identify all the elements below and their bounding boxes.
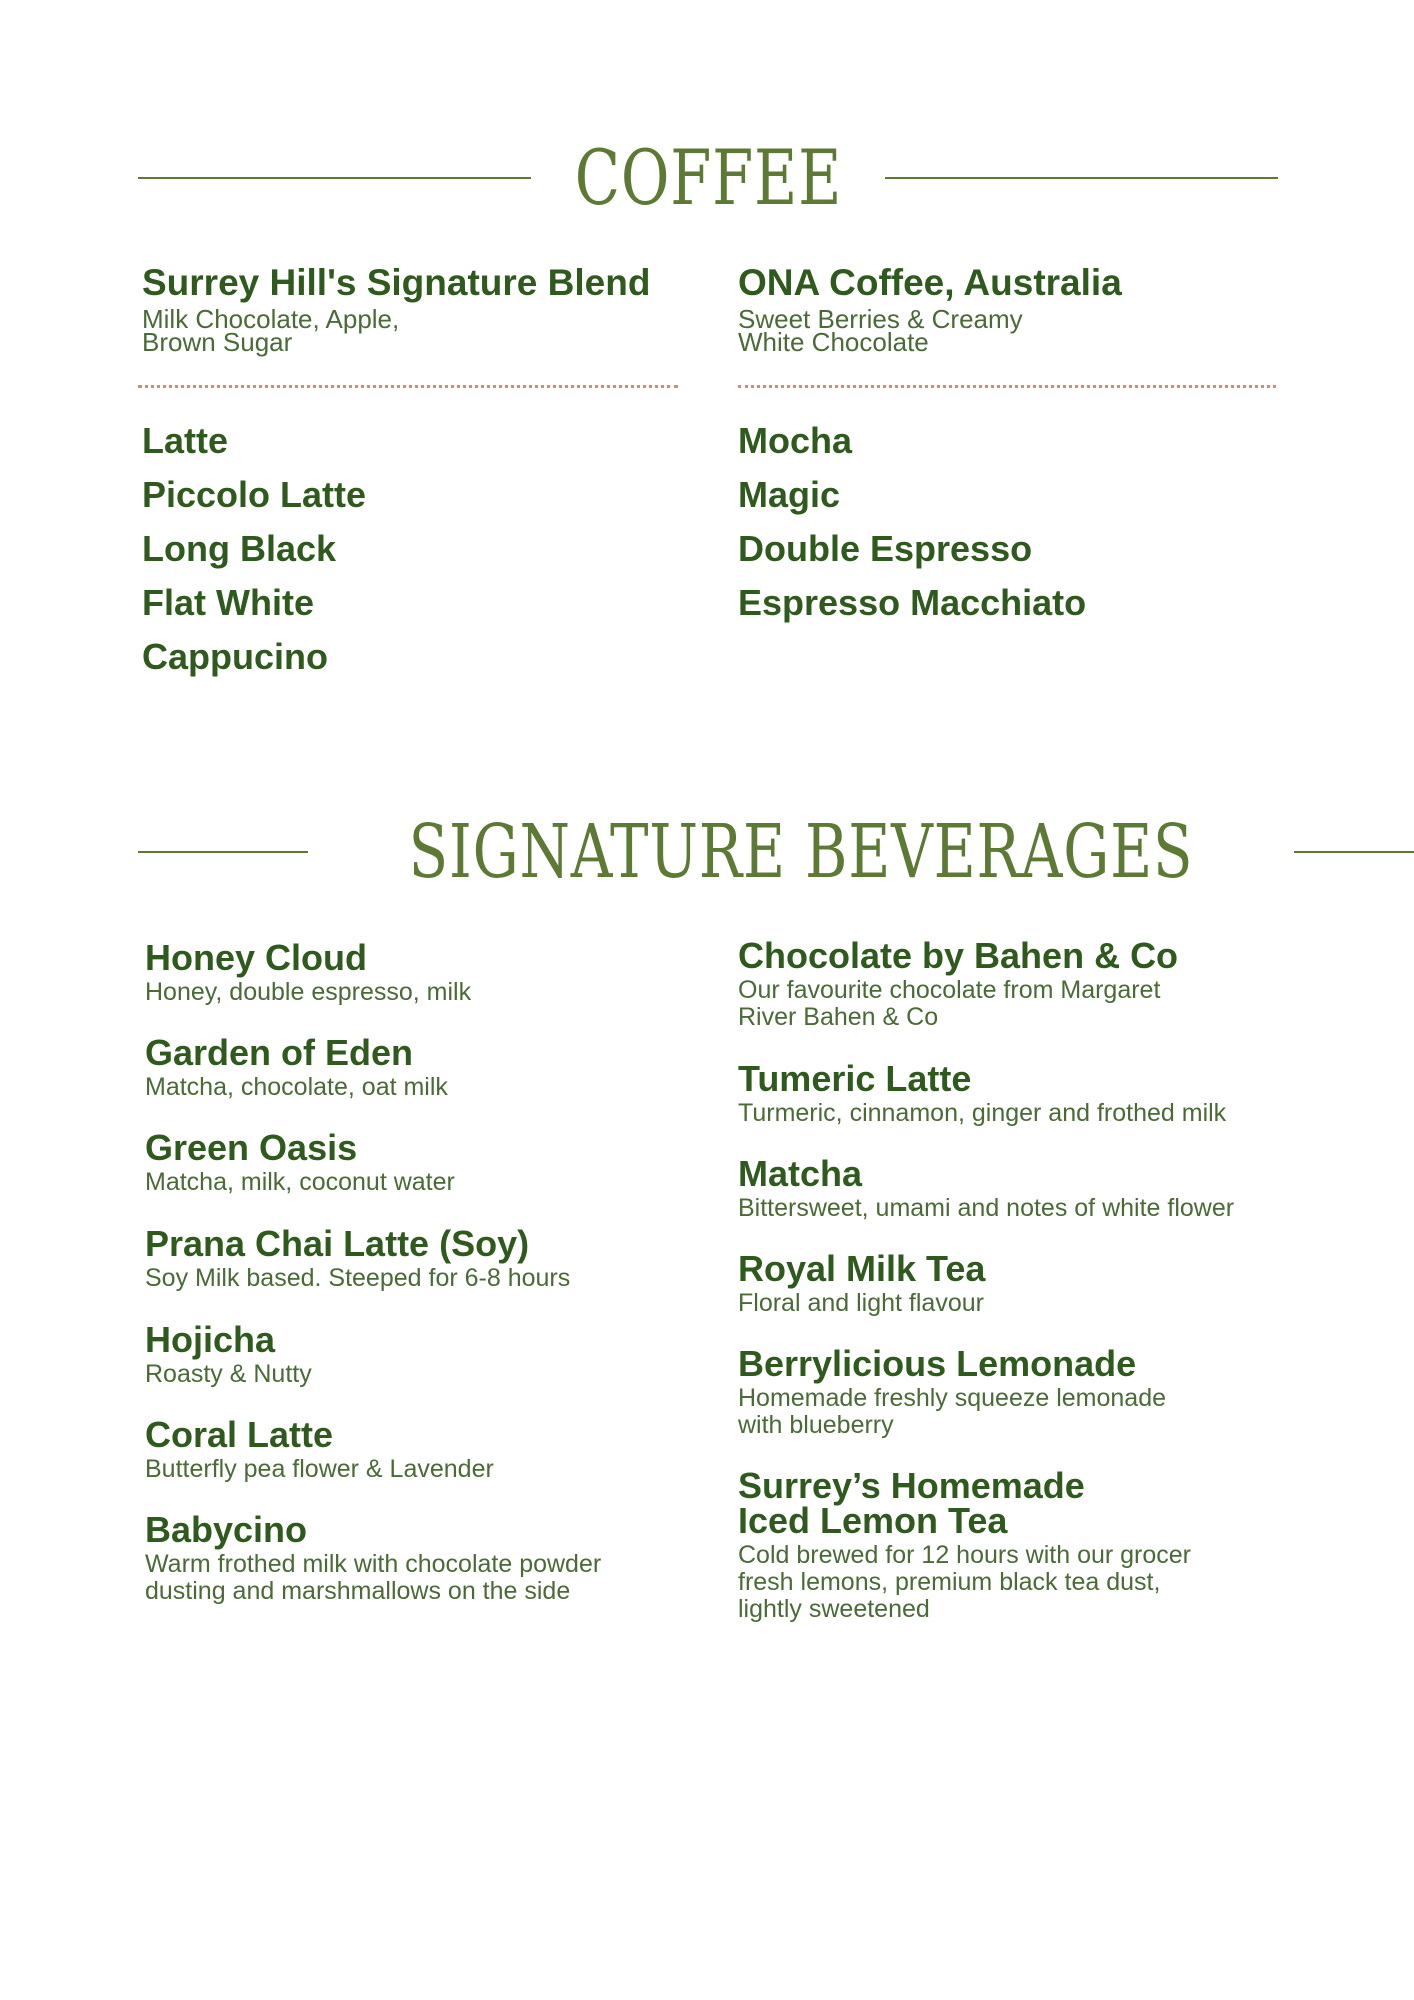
beverage-desc: Cold brewed for 12 hours with our grocer: [738, 1541, 1192, 1569]
blend-divider-right: [738, 385, 1276, 388]
beverage-desc: Our favourite chocolate from Margaret: [738, 976, 1161, 1004]
header-rule-right: [885, 177, 1278, 179]
beverage-item: [145, 1319, 312, 1388]
beverage-desc: Roasty & Nutty: [145, 1360, 312, 1388]
beverage-name: Chocolate by Bahen & Co: [738, 935, 1179, 976]
beverage-item: [145, 1414, 494, 1483]
beverage-desc: with blueberry: [738, 1411, 894, 1439]
coffee-title: COFFEE: [574, 133, 842, 222]
beverage-name: Babycino: [145, 1509, 308, 1550]
coffee-item: Piccolo Latte: [142, 474, 367, 515]
beverage-item: [145, 1127, 455, 1196]
blend-note-line: White Chocolate: [738, 327, 929, 357]
beverage-desc: fresh lemons, premium black tea dust,: [738, 1568, 1161, 1596]
beverage-name: Hojicha: [145, 1319, 276, 1360]
beverage-desc: Honey, double espresso, milk: [145, 978, 472, 1006]
coffee-item: Double Espresso: [738, 528, 1033, 569]
blend-note-line: Brown Sugar: [142, 327, 293, 357]
blend-notes: [142, 304, 682, 357]
beverage-name: Iced Lemon Tea: [738, 1500, 1008, 1541]
coffee-item: Cappucino: [142, 636, 328, 677]
beverage-item: [145, 1509, 602, 1605]
header-rule-left: [138, 177, 531, 179]
beverage-item: [145, 937, 472, 1006]
signature-section-header: [138, 809, 1278, 895]
coffee-item: Magic: [738, 474, 841, 515]
beverage-desc: Turmeric, cinnamon, ginger and frothed milk: [738, 1099, 1227, 1127]
blend-signature: [142, 262, 682, 357]
blend-name: ONA Coffee, Australia: [738, 262, 1122, 303]
beverage-name: Coral Latte: [145, 1414, 334, 1455]
beverage-item: [738, 1058, 1227, 1127]
beverage-desc: Warm frothed milk with chocolate powder: [145, 1550, 602, 1578]
beverage-desc: River Bahen & Co: [738, 1003, 939, 1031]
blend-notes: [738, 304, 1278, 357]
blend-divider-left: [138, 385, 678, 388]
blend-ona: [738, 262, 1278, 357]
beverage-desc: Matcha, chocolate, oat milk: [145, 1073, 448, 1101]
beverage-desc: lightly sweetened: [738, 1595, 930, 1623]
coffee-section-header: [138, 133, 1278, 222]
coffee-item: Latte: [142, 420, 229, 461]
beverage-name: Berrylicious Lemonade: [738, 1343, 1137, 1384]
coffee-item: Flat White: [142, 582, 314, 623]
beverage-item: [738, 1248, 986, 1317]
beverage-item: [738, 1153, 1235, 1222]
beverage-name: Prana Chai Latte (Soy): [145, 1223, 530, 1264]
beverage-item: [145, 1223, 571, 1292]
beverage-desc: Butterfly pea flower & Lavender: [145, 1455, 494, 1483]
beverage-item: [145, 1032, 448, 1101]
coffee-list-left: [142, 414, 366, 684]
beverage-desc: dusting and marshmallows on the side: [145, 1577, 571, 1605]
beverage-item: [738, 1343, 1167, 1439]
signature-title: SIGNATURE BEVERAGES: [408, 809, 1194, 895]
beverage-name: Green Oasis: [145, 1127, 358, 1168]
blend-note-line: Milk Chocolate, Apple,: [142, 304, 400, 334]
beverage-name: Honey Cloud: [145, 937, 367, 978]
beverage-name: Garden of Eden: [145, 1032, 414, 1073]
beverage-item: [738, 935, 1179, 1031]
beverage-desc: Floral and light flavour: [738, 1289, 984, 1317]
beverage-desc: Bittersweet, umami and notes of white flower: [738, 1194, 1235, 1222]
beverage-desc: Homemade freshly squeeze lemonade: [738, 1384, 1167, 1412]
blend-name: Surrey Hill's Signature Blend: [142, 262, 651, 303]
coffee-list-right: [738, 414, 1086, 630]
beverage-desc: Matcha, milk, coconut water: [145, 1168, 455, 1196]
beverage-item: [738, 1465, 1192, 1623]
beverage-name: Tumeric Latte: [738, 1058, 972, 1099]
header-rule-right: [1294, 851, 1414, 853]
beverage-name: Royal Milk Tea: [738, 1248, 986, 1289]
header-rule-left: [138, 851, 308, 853]
beverage-desc: Soy Milk based. Steeped for 6-8 hours: [145, 1264, 571, 1292]
beverage-name: Matcha: [738, 1153, 863, 1194]
beverage-name: Surrey’s Homemade: [738, 1465, 1085, 1506]
coffee-item: Long Black: [142, 528, 337, 569]
coffee-item: Espresso Macchiato: [738, 582, 1087, 623]
blend-note-line: Sweet Berries & Creamy: [738, 304, 1023, 334]
coffee-item: Mocha: [738, 420, 853, 461]
